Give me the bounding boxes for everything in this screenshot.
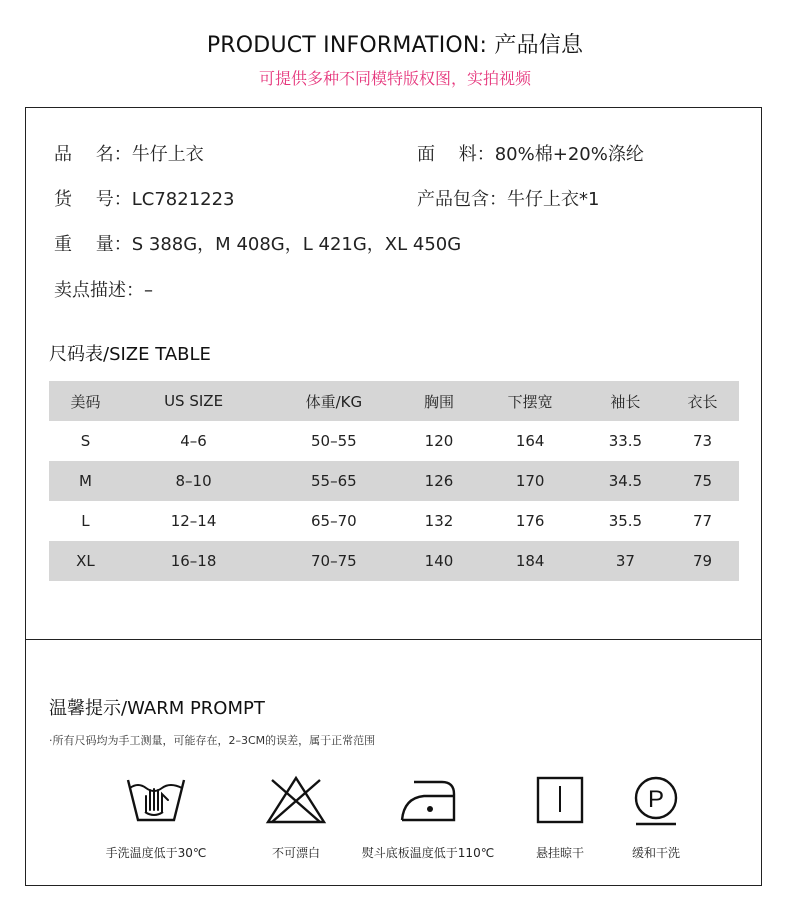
table-cell: 77 [692, 512, 713, 530]
no-bleach-icon [264, 774, 328, 826]
table-cell: 79 [692, 552, 713, 570]
care-label: 熨斗底板温度低于110℃ [361, 846, 495, 860]
table-row [49, 541, 739, 581]
care-label: 缓和干洗 [631, 846, 680, 860]
info-fabric-row [417, 140, 644, 166]
care-label: 不可漂白 [271, 846, 320, 860]
table-row [49, 461, 739, 501]
table-cell: 132 [424, 512, 454, 530]
table-cell: 70–75 [311, 552, 357, 570]
table-cell: S [80, 432, 91, 450]
care-label: 悬挂晾干 [535, 846, 584, 860]
care-item-iron [348, 774, 508, 861]
table-cell: 73 [692, 432, 713, 450]
info-name-value: 牛仔上衣 [131, 144, 204, 165]
product-info-frame [25, 107, 762, 886]
table-cell: 12–14 [170, 512, 217, 530]
table-cell: 33.5 [608, 432, 643, 450]
info-selling-value: – [144, 280, 153, 301]
care-item-hand-wash [86, 774, 226, 861]
size-table-header: 体重/KG [305, 392, 363, 411]
hang-dry-icon [528, 774, 592, 826]
warm-prompt-title: 温馨提示/WARM PROMPT [49, 698, 265, 719]
table-row [49, 421, 739, 461]
hand-wash-icon [124, 774, 188, 826]
table-cell: 170 [515, 472, 545, 490]
table-cell: 8–10 [175, 472, 212, 490]
info-name-row [54, 140, 204, 166]
table-cell: 35.5 [608, 512, 643, 530]
section-divider [26, 639, 761, 640]
page-title: PRODUCT INFORMATION: 产品信息 [206, 33, 584, 58]
care-item-dry-clean [586, 774, 726, 861]
table-cell: 16–18 [170, 552, 217, 570]
info-weight-value: S 388G，M 408G，L 421G，XL 450G [131, 234, 462, 255]
table-cell: 75 [692, 472, 713, 490]
info-package-label: 产品包含： [417, 189, 507, 210]
table-cell: 126 [424, 472, 454, 490]
info-sku-label: 货 号： [54, 189, 132, 210]
size-table-header: 衣长 [687, 392, 718, 411]
table-row [49, 501, 739, 541]
svg-text:P: P [647, 786, 665, 813]
table-cell: 120 [424, 432, 454, 450]
table-cell: L [81, 512, 90, 530]
info-selling-label: 卖点描述： [54, 280, 144, 301]
table-cell: 4–6 [180, 432, 207, 450]
table-cell: 37 [615, 552, 635, 570]
size-table-header-row [49, 381, 739, 421]
info-weight-row [54, 230, 461, 256]
table-cell: XL [76, 552, 95, 570]
size-table-header: 下摆宽 [507, 392, 553, 411]
table-cell: M [78, 472, 92, 490]
table-cell: 164 [515, 432, 545, 450]
table-cell: 34.5 [608, 472, 643, 490]
table-cell: 184 [515, 552, 545, 570]
info-weight-label: 重 量： [54, 234, 132, 255]
table-cell: 55–65 [311, 472, 357, 490]
info-package-row [417, 185, 599, 211]
table-cell: 65–70 [311, 512, 357, 530]
size-table-header: 袖长 [610, 392, 641, 411]
size-table-header: US SIZE [164, 392, 224, 410]
size-table-title: 尺码表/SIZE TABLE [49, 344, 211, 365]
table-cell: 176 [515, 512, 545, 530]
info-package-value: 牛仔上衣*1 [507, 189, 600, 210]
size-table-header: 胸围 [423, 392, 454, 411]
dry-clean-icon [624, 774, 688, 826]
size-table-header: 美码 [70, 392, 101, 411]
page-subtitle: 可提供多种不同模特版权图，实拍视频 [258, 69, 531, 88]
info-sku-row [54, 185, 235, 211]
info-selling-row [54, 276, 153, 302]
care-label: 手洗温度低于30℃ [105, 846, 207, 860]
iron-icon [396, 774, 460, 826]
table-cell: 140 [424, 552, 454, 570]
info-sku-value: LC7821223 [131, 189, 235, 210]
info-fabric-label: 面 料： [417, 144, 495, 165]
measurement-note: ·所有尺码均为手工测量，可能存在，2–3CM的误差，属于正常范围 [49, 734, 376, 747]
table-cell: 50–55 [311, 432, 357, 450]
info-fabric-value: 80%棉+20%涤纶 [494, 144, 644, 165]
info-name-label: 品 名： [54, 144, 132, 165]
care-item-no-bleach [226, 774, 366, 861]
size-table [49, 381, 739, 581]
